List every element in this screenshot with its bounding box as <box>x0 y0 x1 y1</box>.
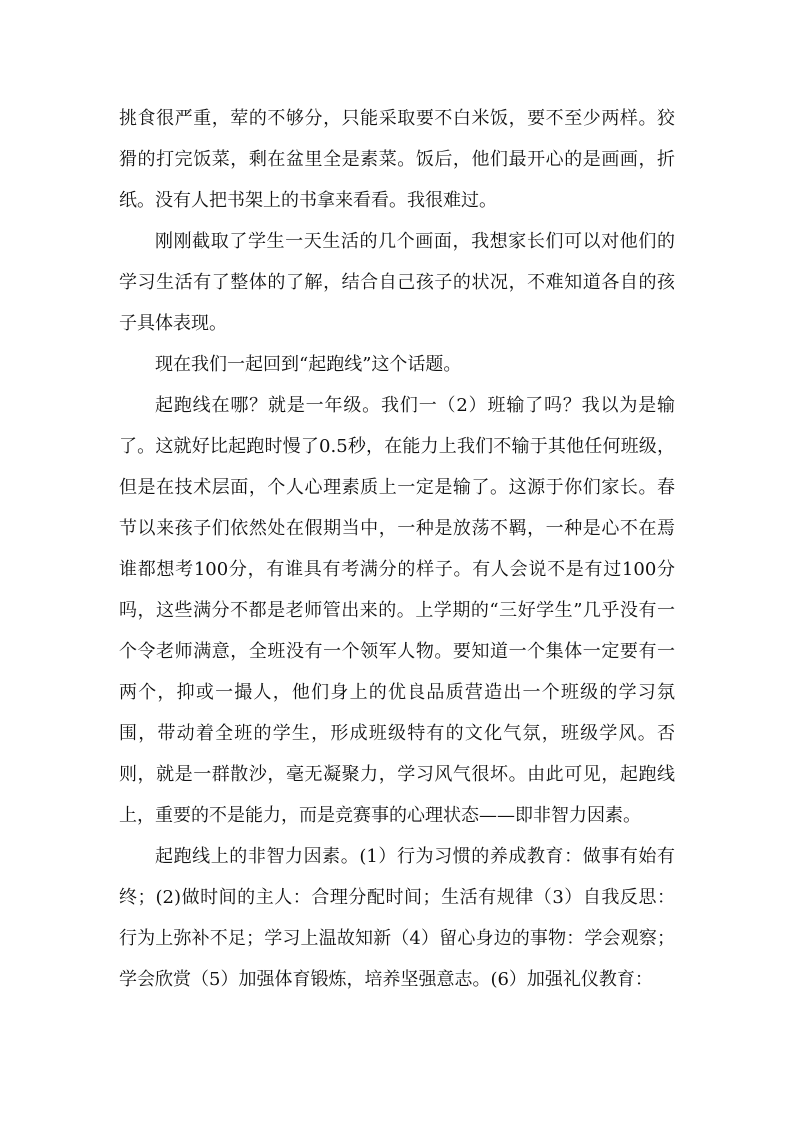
paragraph-5: 起跑线上的非智力因素。(1）行为习惯的养成教育：做事有始有终；(2)做时间的主人：合理分配时间；生活有规律（3）自我反思：行为上弥补不足；学习上温故知新（4）留心身边的事物：学会观察；学会欣赏（5）加强体育锻炼，培养坚强意志。(6）加强礼仪教育： <box>119 846 675 990</box>
paragraph-4: 起跑线在哪？就是一年级。我们一（2）班输了吗？我以为是输了。这就好比起跑时慢了0.5秒，在能力上我们不输于其他任何班级，但是在技术层面，个人心理素质上一定是输了。这源于你们家长。春节以来孩子们依然处在假期当中，一种是放荡不羁，一种是心不在焉谁都想考100分，有谁具有考满分的样子。有人会说不是有过100分吗，这些满分不都是老师管出来的。上学期的“三好学生”几乎没有一个令老师满意，全班没有一个领军人物。要知道一个集体一定要有一两个，抑或一撮人，他们身上的优良品质营造出一个班级的学习氛围，带动着全班的学生，形成班级特有的文化气氛，班级学风。否则，就是一群散沙，毫无凝聚力，学习风气很坏。由此可见，起跑线上，重要的不是能力，而是竞赛事的心理状态——即非智力因素。 <box>119 395 675 826</box>
paragraph-1: 挑食很严重，荤的不够分，只能采取要不白米饭，要不至少两样。狡猾的打完饭菜，剩在盆里全是素菜。饭后，他们最开心的是画画，折纸。没有人把书架上的书拿来看看。我很难过。 <box>119 108 675 211</box>
paragraph-2: 刚刚截取了学生一天生活的几个画面，我想家长们可以对他们的学习生活有了整体的了解，结合自己孩子的状况，不难知道各自的孩子具体表现。 <box>119 231 675 334</box>
paragraph-3: 现在我们一起回到“起跑线”这个话题。 <box>155 354 462 375</box>
document-page <box>119 98 675 1000</box>
